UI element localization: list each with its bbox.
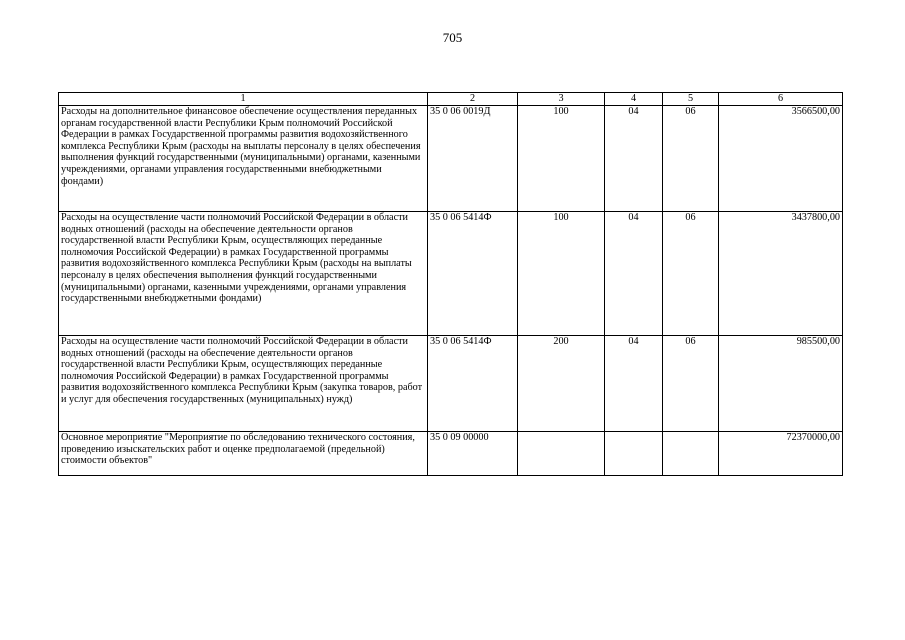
column-header-5: 5 [663, 93, 719, 106]
table-row [59, 432, 843, 476]
row-amount: 985500,00 [719, 336, 843, 432]
row-col5: 06 [663, 336, 719, 432]
row-col4 [605, 432, 663, 476]
column-header-4: 4 [605, 93, 663, 106]
column-header-3: 3 [518, 93, 605, 106]
row-col4: 04 [605, 336, 663, 432]
row-code: 35 0 09 00000 [428, 432, 518, 476]
table-row [59, 106, 843, 212]
row-col3: 200 [518, 336, 605, 432]
row-col5 [663, 432, 719, 476]
row-description: Расходы на осуществление части полномочий Российской Федерации в области водных отношений (расходы на обеспечение деятельности органов государственной власти Республики Крым, осуществляющих переданные полномочия Российской Федерации) в рамках Государственной программы развития водохозяйственного комплекса Республики Крым (расходы на выплаты персоналу в целях обеспечения выполнения функций государственными (муниципальными) органами, казенными учреждениями, органами управления государственными внебюджетными фондами) [59, 212, 428, 336]
row-col4: 04 [605, 106, 663, 212]
row-code: 35 0 06 5414Ф [428, 212, 518, 336]
column-header-6: 6 [719, 93, 843, 106]
budget-table [58, 92, 843, 476]
table-header-row [59, 93, 843, 106]
row-col3: 100 [518, 106, 605, 212]
row-col5: 06 [663, 212, 719, 336]
page-number: 705 [442, 30, 463, 45]
row-col4: 04 [605, 212, 663, 336]
row-amount: 3566500,00 [719, 106, 843, 212]
table-row [59, 212, 843, 336]
row-col5: 06 [663, 106, 719, 212]
row-amount: 72370000,00 [719, 432, 843, 476]
row-col3 [518, 432, 605, 476]
row-description: Расходы на дополнительное финансовое обеспечение осуществления переданных органам государственной власти Республики Крым полномочий Российской Федерации в рамках Государственной программы развития водохозяйственного комплекса Республики Крым (расходы на выплаты персоналу в целях обеспечения выполнения функций государственными (муниципальными) органами, казенными учреждениями, органами управления государственными внебюджетными фондами) [59, 106, 428, 212]
row-description: Расходы на осуществление части полномочий Российской Федерации в области водных отношений (расходы на обеспечение деятельности органов государственной власти Республики Крым, осуществляющих переданные полномочия Российской Федерации) в рамках Государственной программы развития водохозяйственного комплекса Республики Крым (закупка товаров, работ и услуг для обеспечения государственных (муниципальных) нужд) [59, 336, 428, 432]
row-description: Основное мероприятие "Мероприятие по обследованию технического состояния, проведению изыскательских работ и оценке предполагаемой (предельной) стоимости объектов" [59, 432, 428, 476]
row-code: 35 0 06 0019Д [428, 106, 518, 212]
column-header-2: 2 [428, 93, 518, 106]
row-code: 35 0 06 5414Ф [428, 336, 518, 432]
row-col3: 100 [518, 212, 605, 336]
column-header-1: 1 [59, 93, 428, 106]
table-row [59, 336, 843, 432]
row-amount: 3437800,00 [719, 212, 843, 336]
